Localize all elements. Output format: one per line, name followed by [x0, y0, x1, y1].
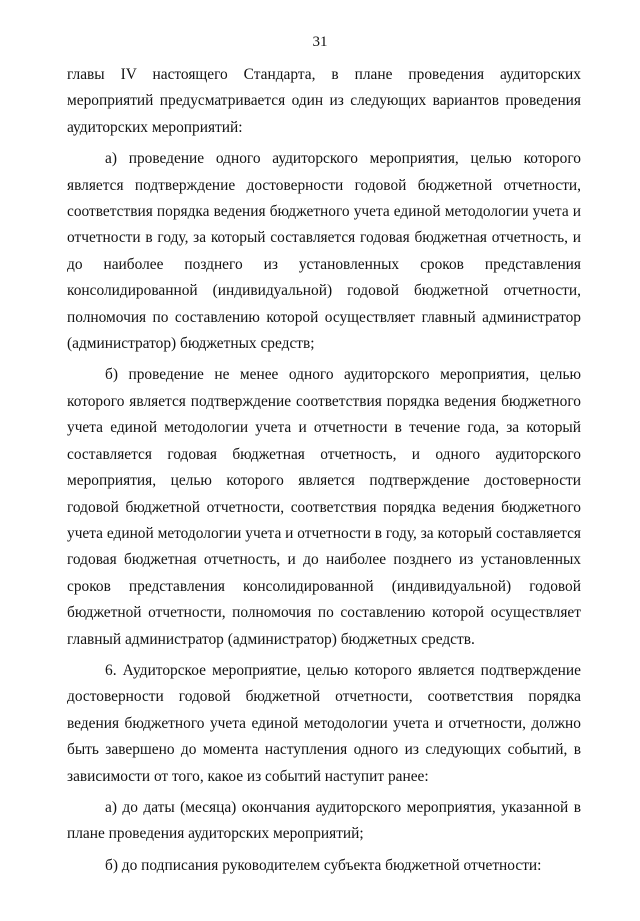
paragraph-intro: главы IV настоящего Стандарта, в плане проведения аудиторских мероприятий предусматривается один из следующих вариантов проведения аудиторских мероприятий:: [67, 66, 581, 136]
paragraph-section-6-b: б) до подписания руководителем субъекта бюджетной отчетности:: [105, 856, 542, 874]
page-number: 31: [312, 34, 328, 50]
document-body: [67, 62, 581, 879]
paragraph-item-a: а) проведение одного аудиторского мероприятия, целью которого является подтверждение достоверности годовой бюджетной отчетности, соответствия порядка ведения бюджетного учета единой методологии учета и отчетности в году, за который составляется годовая бюджетная отчетность, и до наиболее позднего из установленных сроков представления консолидированной (индивидуальной) годовой бюджетной отчетности, полномочия по составлению которой осуществляет главный администратор (администратор) бюджетных средств;: [67, 150, 581, 353]
paragraph-item-b: б) проведение не менее одного аудиторского мероприятия, целью которого является подтверждение соответствия порядка ведения бюджетного учета единой методологии учета и отчетности в течение года, за который составляется годовая бюджетная отчетность, и одного аудиторского мероприятия, целью которого является подтверждение достоверности годовой бюджетной отчетности, соответствия порядка ведения бюджетного учета единой методологии учета и отчетности в году, за который составляется годовая бюджетная отчетность, и до наиболее позднего из установленных сроков представления консолидированной (индивидуальной) годовой бюджетной отчетности, полномочия по составлению которой осуществляет главный администратор (администратор) бюджетных средств.: [67, 366, 581, 648]
paragraph-section-6: 6. Аудиторское мероприятие, целью которого является подтверждение достоверности годовой бюджетной отчетности, соответствия порядка ведения бюджетного учета единой методологии учета и отчетности, должно быть завершено до момента наступления одного из следующих событий, в зависимости от того, какое из событий наступит ранее:: [67, 661, 581, 785]
paragraph-section-6-a: а) до даты (месяца) окончания аудиторского мероприятия, указанной в плане проведения аудиторских мероприятий;: [67, 798, 581, 843]
